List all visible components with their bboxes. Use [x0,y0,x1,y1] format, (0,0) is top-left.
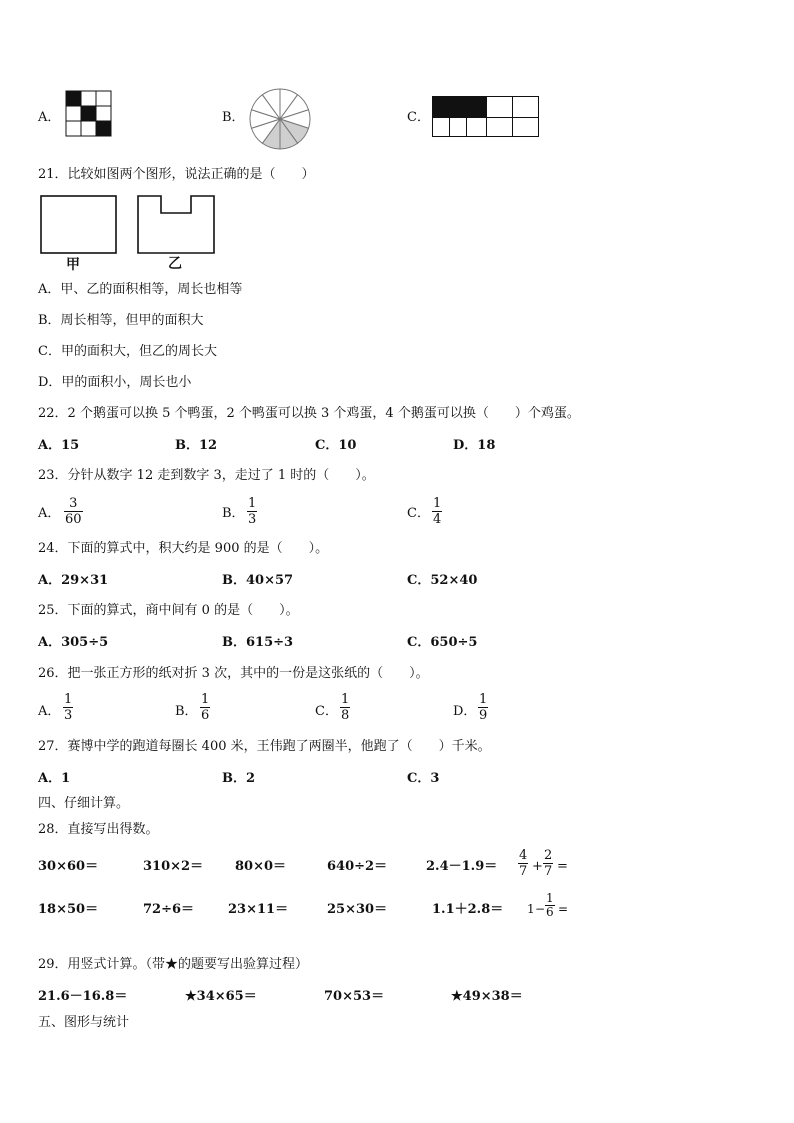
q20-option-a-label: A． [38,110,61,125]
section-4-heading: 四、仔细计算。 [38,796,130,811]
q23-stem: 23．分针从数字 12 走到数字 3，走过了 1 时的（ ）。 [38,468,375,483]
q25-stem: 25．下面的算式，商中间有 0 的是（ ）。 [38,603,299,618]
q28-row2-item-1: 18×50＝ [38,902,99,917]
denominator: 4 [433,512,442,527]
q25-option-a: A．305÷5 [38,635,109,650]
q28-row1-item-1: 30×60＝ [38,859,99,874]
q28-stem: 28．直接写出得数。 [38,822,159,837]
q26-option-a-label: A． [38,704,61,719]
numerator: 1 [479,692,488,707]
q26-option-c-label: C． [315,704,338,719]
denominator: 6 [201,708,210,723]
q22-stem: 22．2 个鹅蛋可以换 5 个鸭蛋，2 个鸭蛋可以换 3 个鸡蛋，4 个鹅蛋可以换（ ）个鸡蛋。 [38,406,580,421]
q23-option-a-fraction [64,496,83,527]
q28-row1-item-5: 2.4－1.9＝ [426,859,498,874]
q28-row1-frac-b [543,848,553,879]
denominator: 60 [65,512,82,527]
q21-shape-jia [40,195,118,255]
q20-option-a-grid [66,91,112,139]
q21-option-a: A．甲、乙的面积相等，周长也相等 [38,282,243,297]
q23-option-a-label: A． [38,506,61,521]
q22-option-b: B．12 [175,438,218,453]
q27-option-a: A．1 [38,771,71,786]
q28-row2-equals: = [558,902,569,916]
q28-row1-item-4: 640÷2＝ [327,859,388,874]
q23-option-b-fraction [247,496,257,527]
q24-option-b: B．40×57 [222,573,294,588]
q28-row2-lead: 1 [527,902,535,916]
q28-row2-item-2: 72÷6＝ [143,902,195,917]
q21-shape-yi [137,195,217,255]
q27-option-c: C．3 [407,771,440,786]
numerator: 1 [546,891,554,905]
denominator: 7 [519,864,528,879]
denominator: 8 [341,708,350,723]
q20-option-c-label: C． [407,110,430,125]
q26-option-a-fraction [63,692,73,723]
q28-row1-equals: = [557,859,568,874]
denominator: 3 [64,708,73,723]
q21-option-b: B．周长相等，但甲的面积大 [38,313,204,328]
denominator: 9 [479,708,488,723]
section-5-heading: 五、图形与统计 [38,1015,130,1030]
denominator: 3 [248,512,257,527]
q29-item-4: ★49×38＝ [451,989,523,1004]
q28-row1-item-2: 310×2＝ [143,859,204,874]
q28-row2-minus: − [535,902,546,916]
q28-row2-item-5: 1.1＋2.8＝ [432,902,504,917]
numerator: 1 [248,496,257,511]
q23-option-c-label: C． [407,506,430,521]
q21-option-d: D．甲的面积小，周长也小 [38,375,192,390]
q28-row1-plus: + [532,859,543,874]
denominator: 6 [546,905,554,919]
numerator: 1 [201,692,210,707]
q29-stem: 29．用竖式计算。（带★的题要写出验算过程） [38,957,309,972]
q23-option-c-fraction [432,496,442,527]
q26-stem: 26．把一张正方形的纸对折 3 次，其中的一份是这张纸的（ ）。 [38,666,429,681]
q29-item-3: 70×53＝ [324,989,385,1004]
numerator: 1 [433,496,442,511]
numerator: 4 [519,848,528,863]
q24-option-a: A．29×31 [38,573,109,588]
numerator: 1 [64,692,73,707]
q26-option-b-fraction [200,692,210,723]
q20-option-c-bar [432,96,540,138]
denominator: 7 [544,864,553,879]
q27-option-b: B．2 [222,771,256,786]
q24-stem: 24．下面的算式中，积大约是 900 的是（ ）。 [38,541,329,556]
numerator: 1 [341,692,350,707]
q28-row2-item-4: 25×30＝ [327,902,388,917]
q28-row2-item-3: 23×11＝ [228,902,289,917]
q21-stem: 21．比较如图两个图形，说法正确的是（ ） [38,167,315,182]
q20-option-b-label: B． [222,110,245,125]
q26-option-b-label: B． [175,704,198,719]
q28-row1-frac-a [518,848,528,879]
q23-option-b-label: B． [222,506,245,521]
q28-row1-item-3: 80×0＝ [235,859,287,874]
q20-option-b-circle [248,87,312,151]
q26-option-c-fraction [340,692,350,723]
q26-option-d-fraction [478,692,488,723]
q22-option-a: A．15 [38,438,80,453]
q25-option-c: C．650÷5 [407,635,478,650]
q26-option-d-label: D． [453,704,477,719]
numerator: 2 [544,848,553,863]
q21-option-c: C．甲的面积大，但乙的周长大 [38,344,217,359]
q22-option-c: C．10 [315,438,357,453]
numerator: 3 [69,496,78,511]
q29-item-1: 21.6－16.8＝ [38,989,128,1004]
q21-label-yi: 乙 [168,256,182,272]
q22-option-d: D．18 [453,438,496,453]
q24-option-c: C．52×40 [407,573,478,588]
q27-stem: 27．赛博中学的跑道每圈长 400 米，王伟跑了两圈半，他跑了（ ）千米。 [38,739,491,754]
q21-label-jia: 甲 [66,257,80,273]
q29-item-2: ★34×65＝ [185,989,257,1004]
q25-option-b: B．615÷3 [222,635,294,650]
q28-row2-frac [545,892,555,919]
